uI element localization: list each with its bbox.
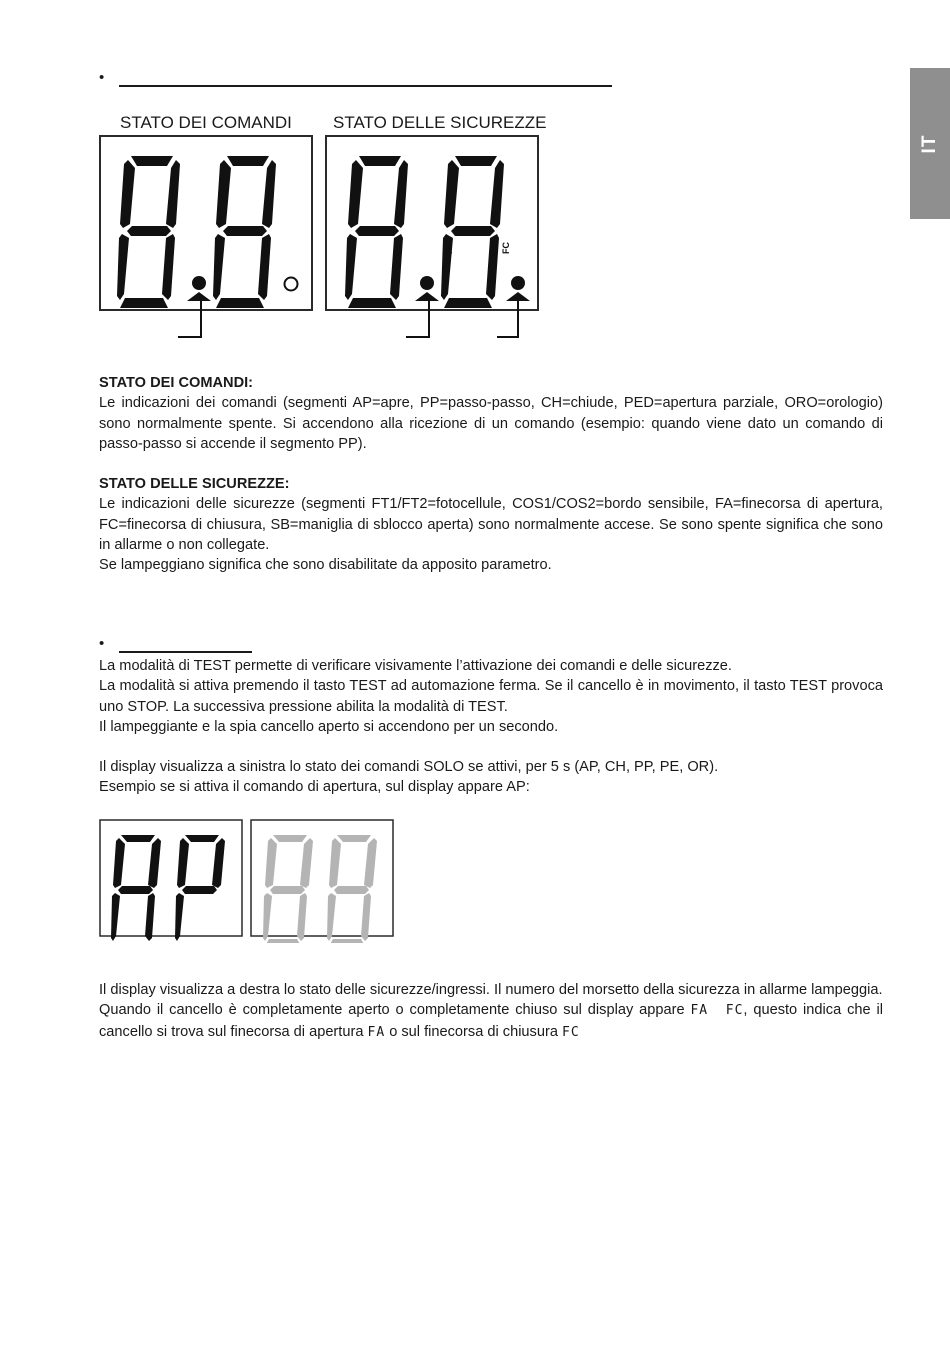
fc-callout-line [497,301,518,337]
safety-digit-right [441,156,504,308]
safety-paragraph-2: Se lampeggiano significa che sono disabilitate da apposito parametro. [99,557,552,574]
text-block-test [99,656,883,798]
language-tab-label: IT [919,134,940,153]
inactive-digit-left [263,835,313,943]
digit-letter-p [175,835,225,941]
display-paragraph-2 [99,1000,883,1043]
test-paragraph-3: Il lampeggiante e la spia cancello aperto si accendono per un secondo. [99,718,559,735]
safety-heading: STATO DELLE SICUREZZE: [99,476,290,493]
test-paragraph-4: Il display visualizza a sinistra lo stato dei comandi SOLO se attivi, per 5 s (AP, CH, PP, PE, OR). [99,759,719,776]
commands-heading: STATO DEI COMANDI: [99,375,254,391]
safety-paragraph: Le indicazioni delle sicurezze (segmenti FT1/FT2=fotocellule, COS1/COS2=bordo sensibile, FA=finecorsa di apertura, FC=finecorsa di chiusura, SB=maniglia di sblocco aperta) sono normalmente accese. Se sono spente significa che sono in allarme o non collegate. [99,496,883,554]
inactive-digit-right [327,835,377,943]
fa-marker: FA [444,242,454,254]
section1-title-line [119,85,612,87]
commands-callout-line [178,301,201,337]
display-paragraph-2-part-b: , questo indica che il cancello si trova sul finecorsa di apertura [99,1002,883,1040]
text-block-safety-display [99,980,883,1043]
ap-example-display [95,815,405,943]
commands-dot-empty [285,278,298,291]
test-paragraph-2: La modalità si attiva premendo il tasto TEST ad automazione ferma. Se il cancello è in movimento, il tasto TEST provoca uno STOP. La successiva pressione abilita la modalità di TEST. [99,678,883,715]
inline-fc-code: FC [725,1003,744,1019]
commands-digit-left [117,156,180,308]
display-paragraph-2-part-c: o sul finecorsa di chiusura [385,1023,562,1040]
section2-title-line [119,651,252,653]
fa-callout-line [406,301,429,337]
fa-arrow [415,292,439,301]
display-diagram [95,130,545,345]
label-commands-state: STATO DEI COMANDI [120,113,292,132]
inline-fa-code-2: FA [367,1024,386,1040]
commands-dot-filled [192,276,206,290]
section1-bullet: • [99,69,105,86]
section2-bullet: • [99,635,105,652]
inline-fa-code: FA [690,1003,709,1019]
display-paragraph-1: Il display visualizza a destra lo stato delle sicurezze/ingressi. Il numero del morsetto della sicurezza in allarme lampeggia. [99,982,883,998]
commands-arrow [187,292,211,301]
safety-digit-left [345,156,408,308]
safety-dot-right [511,276,525,290]
commands-display-frame [100,136,312,310]
fc-marker: FC [501,242,511,254]
display-paragraph-2-part-a: Quando il cancello è completamente aperto o completamente chiuso sul display appare [99,1002,691,1019]
safety-dot-left [420,276,434,290]
text-block-status [99,373,883,576]
commands-digit-right [213,156,276,308]
test-paragraph-5: Esempio se si attiva il comando di apertura, sul display appare AP: [99,779,530,796]
label-safety-state: STATO DELLE SICUREZZE [333,113,547,132]
digit-letter-a [111,835,161,941]
fc-arrow [506,292,530,301]
commands-paragraph: Le indicazioni dei comandi (segmenti AP=apre, PP=passo-passo, CH=chiude, PED=apertura parziale, ORO=orologio) sono normalmente spente. Si accendono alla ricezione di un comando (esempio: quando viene dato un comando di passo-passo si accende il segmento PP). [99,395,883,452]
test-paragraph-1: La modalità di TEST permette di verificare visivamente l’attivazione dei comandi e delle sicurezze. [99,658,732,674]
language-tab [910,68,950,219]
inline-fc-code-2: FC [562,1024,580,1040]
